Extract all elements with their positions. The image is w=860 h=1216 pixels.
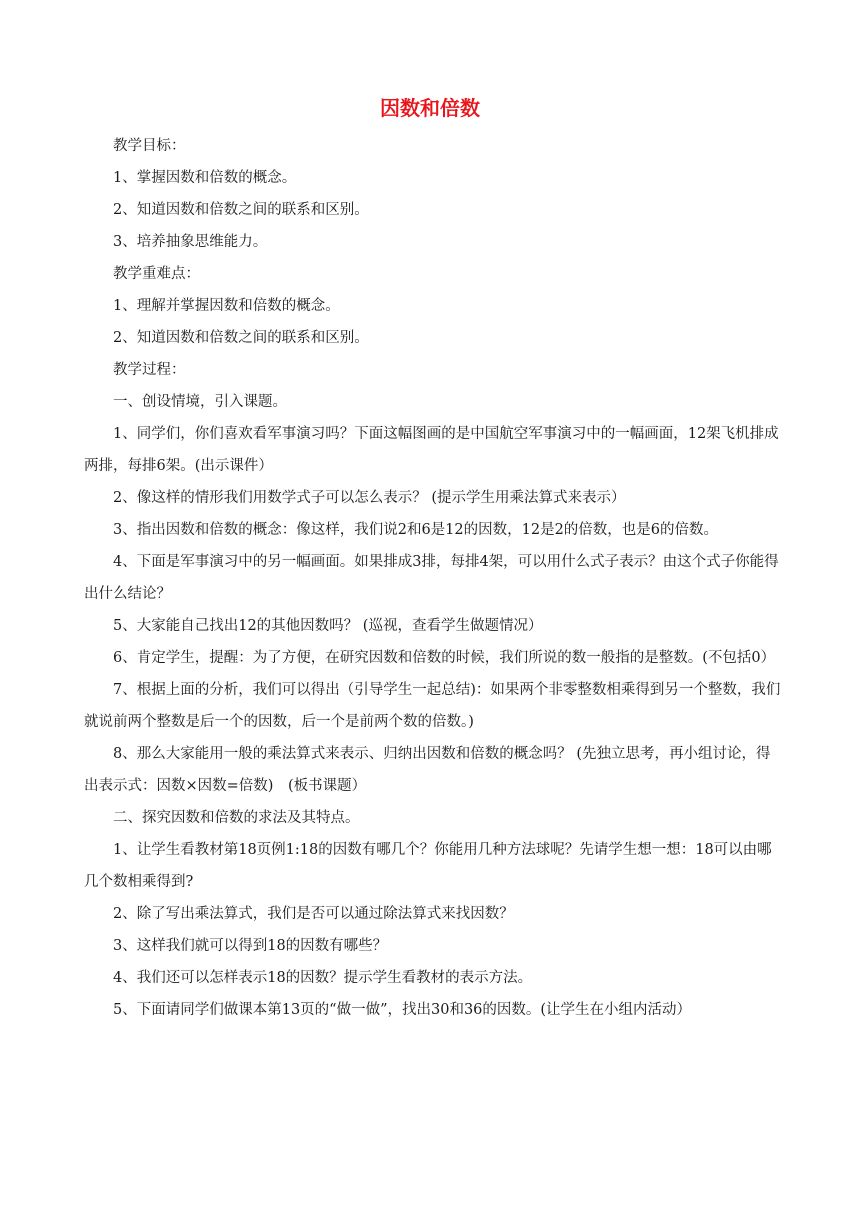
paragraph: 8、那么大家能用一般的乘法算式来表示、归纳出因数和倍数的概念吗？ (先独立思考，再小组讨论，得出表示式：因数×因数=倍数) (板书课题） bbox=[84, 746, 771, 794]
paragraph: 4、下面是军事演习中的另一幅画面。如果排成3排，每排4架，可以用什么式子表示？由这个式子你能得出什么结论？ bbox=[84, 554, 779, 602]
paragraph: 一、创设情境，引入课题。 bbox=[113, 394, 287, 410]
document-body bbox=[84, 130, 784, 1026]
paragraph: 5、下面请同学们做课本第13页的“做一做”，找出30和36的因数。(让学生在小组内活动） bbox=[113, 1002, 692, 1018]
paragraph: 2、知道因数和倍数之间的联系和区别。 bbox=[113, 202, 369, 218]
paragraph: 1、同学们，你们喜欢看军事演习吗？下面这幅图画的是中国航空军事演习中的一幅画面，12架飞机排成两排，每排6架。(出示课件） bbox=[84, 426, 779, 474]
paragraph: 3、指出因数和倍数的概念：像这样，我们说2和6是12的因数，12是2的倍数，也是6的倍数。 bbox=[113, 522, 719, 538]
paragraph: 教学目标： bbox=[113, 138, 186, 154]
paragraph: 2、除了写出乘法算式，我们是否可以通过除法算式来找因数？ bbox=[113, 906, 514, 922]
paragraph: 1、让学生看教材第18页例1:18的因数有哪几个？你能用几种方法球呢？先请学生想一想：18可以由哪几个数相乘得到? bbox=[84, 842, 772, 890]
paragraph: 1、掌握因数和倍数的概念。 bbox=[113, 170, 297, 186]
paragraph: 3、这样我们就可以得到18的因数有哪些？ bbox=[113, 938, 388, 954]
paragraph: 教学过程： bbox=[113, 362, 186, 378]
paragraph: 2、知道因数和倍数之间的联系和区别。 bbox=[113, 330, 369, 346]
paragraph: 教学重难点： bbox=[113, 266, 200, 282]
document-title: 因数和倍数 bbox=[380, 96, 480, 120]
paragraph: 5、大家能自己找出12的其他因数吗？ (巡视，查看学生做题情况） bbox=[113, 618, 543, 634]
paragraph: 二、探究因数和倍数的求法及其特点。 bbox=[113, 810, 360, 826]
paragraph: 3、培养抽象思维能力。 bbox=[113, 234, 268, 250]
paragraph: 4、我们还可以怎样表示18的因数？提示学生看教材的表示方法。 bbox=[113, 970, 533, 986]
paragraph: 7、根据上面的分析，我们可以得出（引导学生一起总结)：如果两个非零整数相乘得到另一个整数，我们就说前两个整数是后一个的因数，后一个是前两个数的倍数。) bbox=[84, 682, 781, 730]
paragraph: 1、理解并掌握因数和倍数的概念。 bbox=[113, 298, 340, 314]
paragraph: 2、像这样的情形我们用数学式子可以怎么表示？ (提示学生用乘法算式来表示） bbox=[113, 490, 626, 506]
paragraph: 6、肯定学生，提醒：为了方便，在研究因数和倍数的时候，我们所说的数一般指的是整数。(不包括0） bbox=[113, 650, 776, 666]
